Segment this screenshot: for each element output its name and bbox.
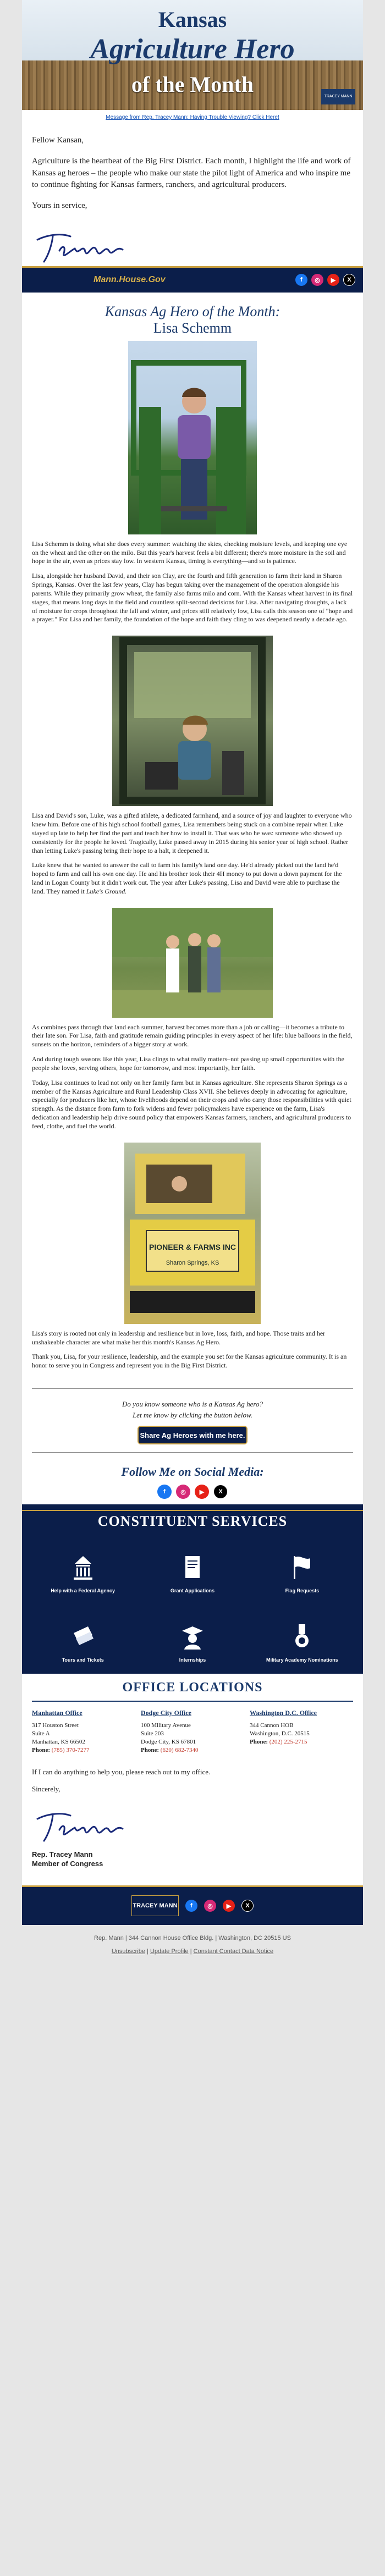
office-phone-row: [32, 1746, 135, 1755]
phone-label: Phone:: [32, 1746, 50, 1753]
service-label: Military Academy Nominations: [266, 1657, 338, 1663]
signer-role: Member of Congress: [32, 1860, 103, 1868]
photo-lisa-in-cab: [112, 636, 273, 806]
feature-paragraph-text: Luke knew that he wanted to answer the call to farm his family's land one day. He'd already picked out the land he'd hoped to farm and call his own one day. He and his brother took their 4H money to put down a down payment for the land in Logan County but it didn't work out. The year after Luke's passing, Lisa and David were able to purchase the land. They named it: [32, 861, 342, 895]
banner-title-line1: Kansas: [158, 7, 227, 32]
nominate-line2: Let me know by clicking the button below.: [133, 1410, 252, 1419]
office-manhattan: [32, 1708, 135, 1755]
footer-band: [22, 1885, 363, 1925]
office-addr: Suite 203: [141, 1730, 164, 1737]
greeting: Fellow Kansan,: [32, 136, 84, 145]
ticket-icon: [68, 1622, 98, 1652]
x-icon[interactable]: X: [213, 1485, 228, 1499]
feature-paragraph: Lisa's story is rooted not only in leadership and resilience but in love, loss, faith, and hope. Those traits and her unshakeable character are what make her this month's Kansas Ag Hero.: [32, 1329, 326, 1346]
nominate-prompt: [22, 1395, 363, 1420]
nav-bar: [22, 266, 363, 293]
service-internships[interactable]: [140, 1604, 244, 1666]
office-washington: [250, 1708, 353, 1755]
youtube-icon[interactable]: ▶: [195, 1485, 209, 1499]
youtube-icon[interactable]: ▶: [223, 1900, 235, 1912]
facebook-icon[interactable]: f: [157, 1485, 172, 1499]
footer-links: Unsubscribe | Update Profile | Constant Contact Data Notice: [111, 1948, 274, 1955]
facebook-icon[interactable]: f: [295, 274, 307, 286]
flag-icon: [287, 1553, 317, 1582]
nav-socials: [295, 274, 355, 286]
feature-paragraph: Lisa and David's son, Luke, was a gifted athlete, a dedicated farmhand, and a source of joy and laughter to everyone who knew him. Before one of his high school football games, Lisa remembers being stuck on a combine repair when Luke stayed up late to help her find the part and teach her how to install it. That was who he was: someone who showed up consistently for the people he loved. Tragically, Luke passed away in 2015 during his senior year of high school. Rather than letting Luke's passing bring their hope to a halt, it deepened it.: [32, 812, 352, 854]
x-icon[interactable]: X: [343, 274, 355, 286]
lukes-ground: Luke's Ground.: [86, 887, 127, 895]
signer: [22, 1847, 363, 1885]
intro-section: [22, 120, 363, 227]
feature-title: [22, 293, 363, 341]
office-name[interactable]: Washington D.C. Office: [250, 1709, 317, 1717]
combine-illustration: [128, 341, 257, 534]
divider: [32, 1388, 353, 1389]
cab-illustration: [112, 636, 273, 806]
service-grants[interactable]: [140, 1535, 244, 1597]
youtube-icon[interactable]: ▶: [327, 274, 339, 286]
office-phone[interactable]: (202) 225-2715: [269, 1738, 307, 1745]
follow-socials: [22, 1485, 363, 1504]
office-phone-row: [250, 1738, 353, 1746]
offices-list: [22, 1702, 363, 1763]
follow-heading: Follow Me on Social Media:: [121, 1465, 264, 1479]
unsubscribe-link[interactable]: Unsubscribe: [111, 1948, 145, 1955]
instagram-icon[interactable]: ◎: [311, 274, 323, 286]
office-phone-row: [141, 1746, 244, 1755]
service-academy[interactable]: [250, 1604, 354, 1666]
service-label: Internships: [179, 1657, 206, 1663]
feature-text-2: [22, 806, 363, 907]
photo-truck: [124, 1143, 261, 1324]
office-addr: Manhattan, KS 66502: [32, 1738, 85, 1745]
feature-text-1: [22, 534, 363, 636]
feature-name: Lisa Schemm: [153, 319, 232, 336]
service-label: Grant Applications: [170, 1588, 215, 1594]
closing-sincerely: Sincerely,: [32, 1785, 61, 1794]
service-tours[interactable]: [31, 1604, 135, 1666]
feature-paragraph: [32, 861, 353, 896]
office-addr: Suite A: [32, 1730, 50, 1737]
feature-paragraph: Thank you, Lisa, for your resilience, leadership, and the example you set for the Kansas agriculture community. It is an honor to serve you in Congress and represent you in the Big First District.: [32, 1353, 347, 1370]
office-addr: 344 Cannon HOB: [250, 1722, 294, 1729]
update-profile-link[interactable]: Update Profile: [150, 1948, 189, 1955]
x-icon[interactable]: X: [241, 1900, 254, 1912]
feature-paragraph: As combines pass through that land each summer, harvest becomes more than a job or calling—it becomes a tribute to their late son. For Lisa, faith and gratitude remain guiding principles in every aspect of her life: blue balloons in the field, sunsets on the horizon, reminders of a bigger story at work.: [32, 1023, 353, 1049]
office-addr: Washington, D.C. 20515: [250, 1730, 310, 1737]
constituent-services: [22, 1504, 363, 1674]
office-addr: 100 Military Avenue: [141, 1722, 191, 1729]
services-grid: [22, 1535, 363, 1666]
phone-label: Phone:: [141, 1746, 159, 1753]
office-name[interactable]: Manhattan Office: [32, 1709, 82, 1717]
office-dodge-city: [141, 1708, 244, 1755]
closing-section: [22, 1763, 363, 1807]
intro-closing: Yours in service,: [32, 201, 87, 210]
banner-title-line3: of the Month: [131, 72, 254, 97]
footer-logo: TRACEY MANN: [131, 1895, 179, 1916]
intro-body: Agriculture is the heartbeat of the Big First District. Each month, I highlight the life and work of Kansas ag heroes – the people who make our state the pilot light of America and who inspire me to continue fighting for Kansas farmers, ranchers, and agricultural producers.: [32, 156, 351, 190]
feature-paragraph: Today, Lisa continues to lead not only on her family farm but in Kansas agriculture. She represents Sharon Springs as a member of the Kansas Agriculture and Rural Leadership Class XVII. She believes deeply in advocating for agriculture, especially for producers like her, whose livelihoods depend on their crops and who carry those responsibilities with quiet strength. As the distance from farm to fork widens and fewer policymakers have experience on the farm, Lisa's dedication and leadership help drive sound policy that empowers Kansas farmers, ranchers, and agricultural producers to feed, clothe, and fuel the world.: [32, 1078, 351, 1130]
signature-image: [32, 1808, 131, 1846]
nominate-line1: Do you know someone who is a Kansas Ag hero?: [122, 1400, 263, 1409]
office-name[interactable]: Dodge City Office: [141, 1709, 191, 1717]
phone-label: Phone:: [250, 1738, 268, 1745]
truck-sign-text: PIONEER & FARMS INC: [149, 1242, 236, 1251]
capitol-icon: [68, 1553, 98, 1582]
signature-image: [32, 229, 131, 267]
website-link[interactable]: Mann.House.Gov: [94, 275, 166, 285]
office-phone[interactable]: (620) 682-7340: [160, 1746, 199, 1753]
signature: [22, 227, 363, 266]
feature-heading: Kansas Ag Hero of the Month:: [105, 303, 280, 319]
email-body: [22, 0, 363, 1925]
closing-line: If I can do anything to help you, please reach out to my office.: [32, 1767, 211, 1776]
medal-icon: [287, 1622, 317, 1652]
view-online-link[interactable]: Message from Rep. Tracey Mann: Having Trouble Viewing? Click Here!: [106, 114, 279, 120]
document-icon: [178, 1553, 207, 1582]
signature: [22, 1807, 363, 1847]
banner-title-line2: Agriculture Hero: [90, 34, 295, 65]
service-label: Help with a Federal Agency: [51, 1588, 116, 1594]
service-label: Tours and Tickets: [62, 1657, 104, 1663]
office-addr: Dodge City, KS 67801: [141, 1738, 196, 1745]
facebook-icon[interactable]: f: [185, 1900, 197, 1912]
feature-text-4: [22, 1324, 363, 1382]
family-illustration: [112, 908, 273, 1018]
instagram-icon[interactable]: ◎: [204, 1900, 216, 1912]
footer-address: Rep. Mann | 344 Cannon House Office Bldg. | Washington, DC 20515 US: [94, 1934, 291, 1941]
service-federal-agency[interactable]: [31, 1535, 135, 1597]
signer-name: Rep. Tracey Mann: [32, 1850, 93, 1858]
data-notice-link[interactable]: Constant Contact Data Notice: [193, 1948, 274, 1955]
divider: [32, 1452, 353, 1453]
feature-paragraph: Lisa, alongside her husband David, and their son Clay, are the fourth and fifth generation to farm their land in Sharon Springs, Kansas. Over the last few years, Clay has begun taking over the management of the operation alongside his parents. While they primarily grow wheat, the family also farms milo and corn. With the Kansas wheat harvest in its final stages, that means long days in the field and countless split-second decisions for Lisa. After navigating droughts, a lack of moisture for crops throughout the fall and winter, and prices still relatively low, Lisa calls this season one of "hope and a prayer." For Lisa and her family, the foundation of the hope and faith they cling to was deepened nearly a decade ago.: [32, 572, 353, 624]
feature-paragraph: And during tough seasons like this year, Lisa clings to what really matters–not passing up small opportunities with the people she loves, serving others, hope for tomorrow, and most importantly, her faith.: [32, 1055, 344, 1072]
service-flag[interactable]: [250, 1535, 354, 1597]
truck-sign-sub: Sharon Springs, KS: [166, 1259, 219, 1266]
services-title: CONSTITUENT SERVICES: [22, 1510, 363, 1535]
share-ag-heroes-button[interactable]: Share Ag Heroes with me here.: [138, 1426, 248, 1444]
service-label: Flag Requests: [285, 1588, 320, 1594]
feature-text-3: [22, 1018, 363, 1143]
graduate-icon: [178, 1622, 207, 1652]
office-addr: 317 Houston Street: [32, 1722, 79, 1729]
header-banner: [22, 0, 363, 110]
photo-family: [112, 908, 273, 1018]
feature-paragraph: Lisa Schemm is doing what she does every summer: watching the skies, checking moisture levels, and keeping one eye on the wheat and the other on the milo. But this year's harvest feels a bit different; there's more moisture in the soil and hope in the air, even as prices stay low. In western Kansas, timing is everything—and so is patience.: [32, 539, 348, 565]
banner-logo: TRACEY MANN: [321, 89, 355, 104]
office-phone[interactable]: (785) 370-7277: [51, 1746, 90, 1753]
offices-title: OFFICE LOCATIONS: [32, 1674, 353, 1702]
photo-lisa-on-combine: [128, 341, 257, 534]
truck-illustration: [124, 1143, 261, 1324]
instagram-icon[interactable]: ◎: [176, 1485, 190, 1499]
